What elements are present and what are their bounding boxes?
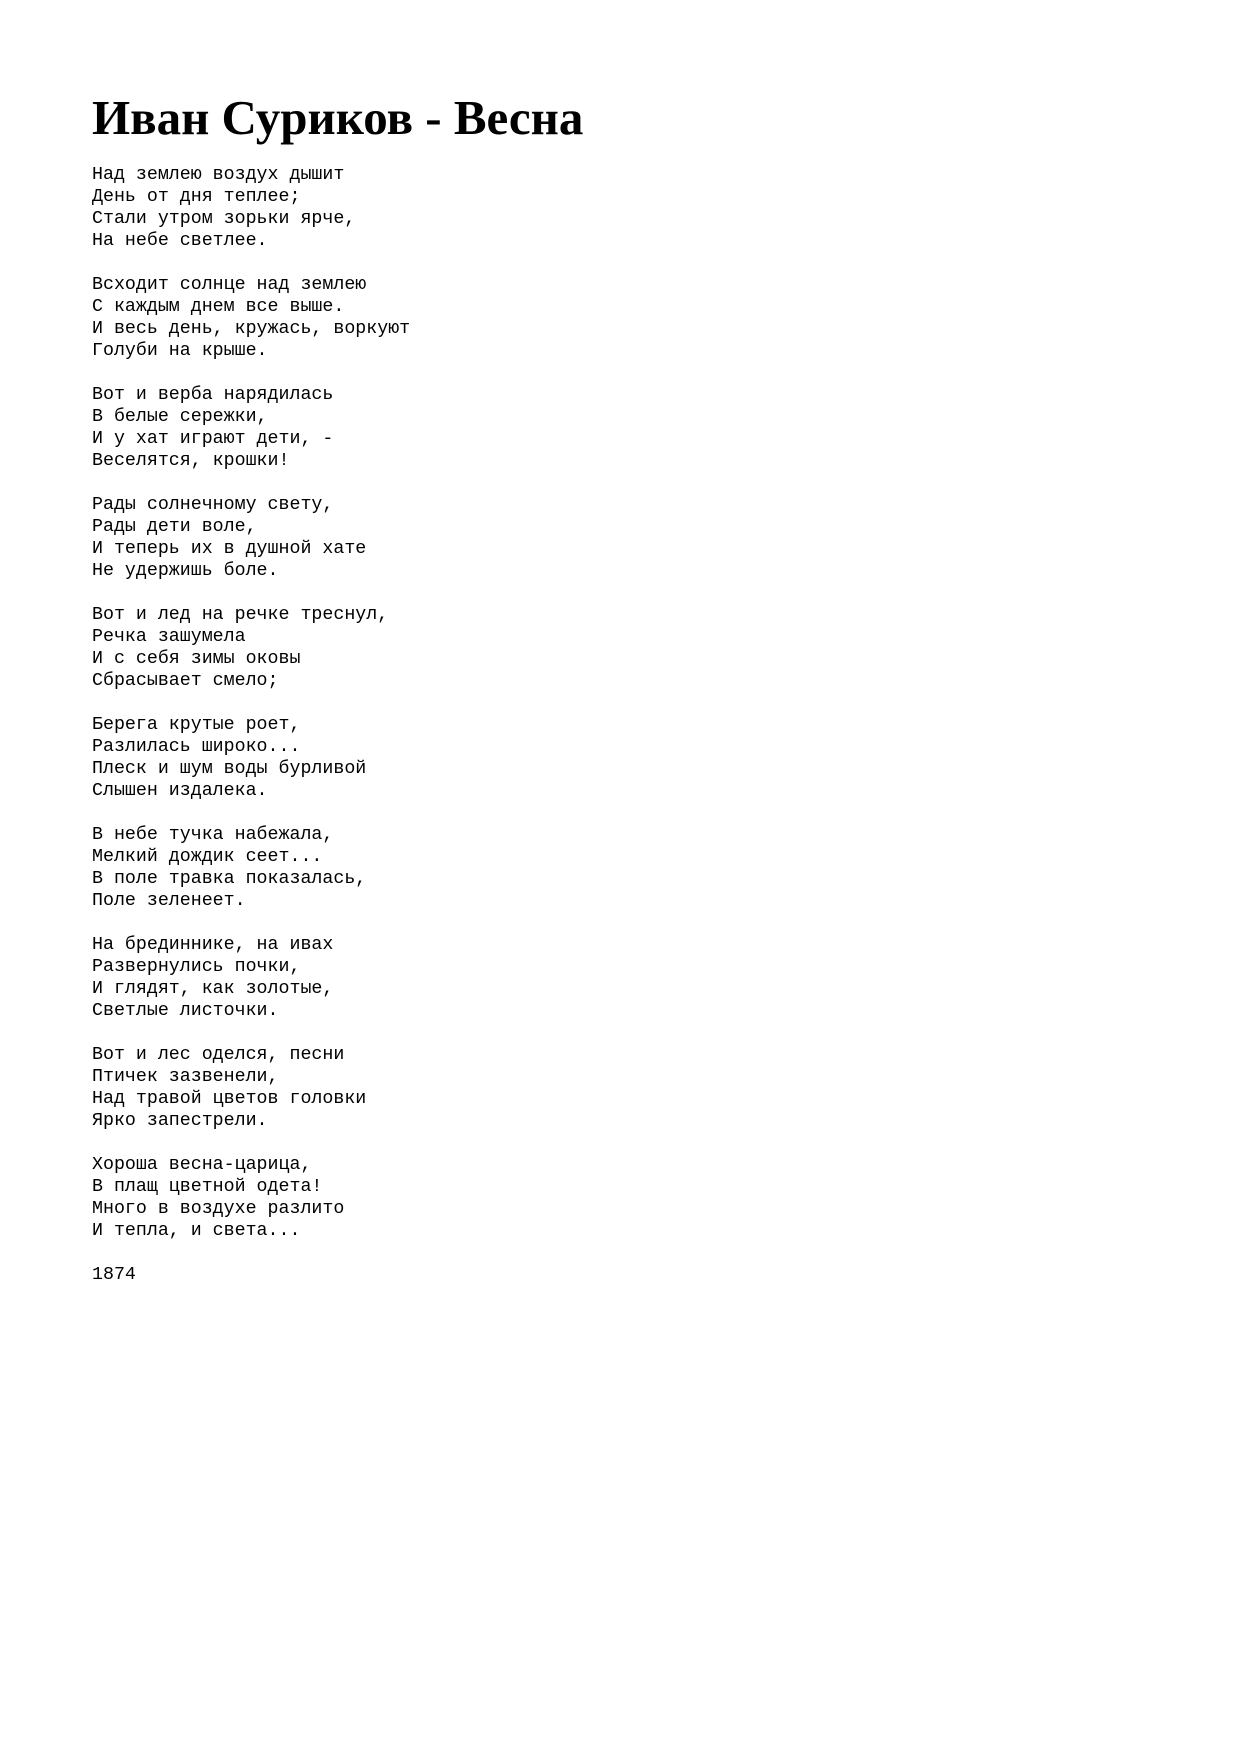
poem-body <box>92 164 1152 1286</box>
stanza <box>92 384 1152 472</box>
poem-line: Речка зашумела <box>92 627 246 647</box>
stanza <box>92 714 1152 802</box>
poem-line: В белые сережки, <box>92 407 268 427</box>
poem-line: Развернулись почки, <box>92 957 301 977</box>
poem-line: И с себя зимы оковы <box>92 649 301 669</box>
poem-line: Сбрасывает смело; <box>92 671 279 691</box>
poem-line: Над травой цветов головки <box>92 1089 367 1109</box>
poem-line: На небе светлее. <box>92 231 268 251</box>
poem-line: Не удержишь боле. <box>92 561 279 581</box>
poem-line: И у хат играют дети, - <box>92 429 334 449</box>
stanza <box>92 604 1152 692</box>
poem-line: Вот и лес оделся, песни <box>92 1045 345 1065</box>
poem-line: Много в воздухе разлито <box>92 1199 345 1219</box>
stanza <box>92 1154 1152 1242</box>
poem-line: Вот и лед на речке треснул, <box>92 605 389 625</box>
poem-line: Ярко запестрели. <box>92 1111 268 1131</box>
poem-line: И весь день, кружась, воркуют <box>92 319 411 339</box>
poem-line: Всходит солнце над землею <box>92 275 367 295</box>
poem-title: Иван Суриков - Весна <box>92 90 584 145</box>
poem-line: Голуби на крыше. <box>92 341 268 361</box>
stanza <box>92 824 1152 912</box>
poem-line: Слышен издалека. <box>92 781 268 801</box>
poem-line: Плеск и шум воды бурливой <box>92 759 367 779</box>
poem-line: Веселятся, крошки! <box>92 451 290 471</box>
poem-line: И теперь их в душной хате <box>92 539 367 559</box>
poem-line: Хороша весна-царица, <box>92 1155 312 1175</box>
stanza <box>92 1044 1152 1132</box>
poem-line: Птичек зазвенели, <box>92 1067 279 1087</box>
poem-line: И тепла, и света... <box>92 1221 301 1241</box>
poem-line: Поле зеленеет. <box>92 891 246 911</box>
stanza <box>92 164 1152 252</box>
poem-line: Разлилась широко... <box>92 737 301 757</box>
poem-line: С каждым днем все выше. <box>92 297 345 317</box>
poem-year: 1874 <box>92 1265 136 1285</box>
stanza <box>92 494 1152 582</box>
poem-line: Вот и верба нарядилась <box>92 385 334 405</box>
poem-line: Стали утром зорьки ярче, <box>92 209 356 229</box>
stanza <box>92 274 1152 362</box>
stanza <box>92 934 1152 1022</box>
poem-line: Светлые листочки. <box>92 1001 279 1021</box>
poem-line: День от дня теплее; <box>92 187 301 207</box>
document-page <box>92 90 1152 1286</box>
poem-line: Берега крутые роет, <box>92 715 301 735</box>
poem-line: И глядят, как золотые, <box>92 979 334 999</box>
poem-line: На брединнике, на ивах <box>92 935 334 955</box>
poem-line: Мелкий дождик сеет... <box>92 847 323 867</box>
poem-line: В поле травка показалась, <box>92 869 367 889</box>
poem-line: В плащ цветной одета! <box>92 1177 323 1197</box>
poem-line: Рады дети воле, <box>92 517 257 537</box>
poem-line: Над землею воздух дышит <box>92 165 345 185</box>
poem-line: Рады солнечному свету, <box>92 495 334 515</box>
poem-line: В небе тучка набежала, <box>92 825 334 845</box>
